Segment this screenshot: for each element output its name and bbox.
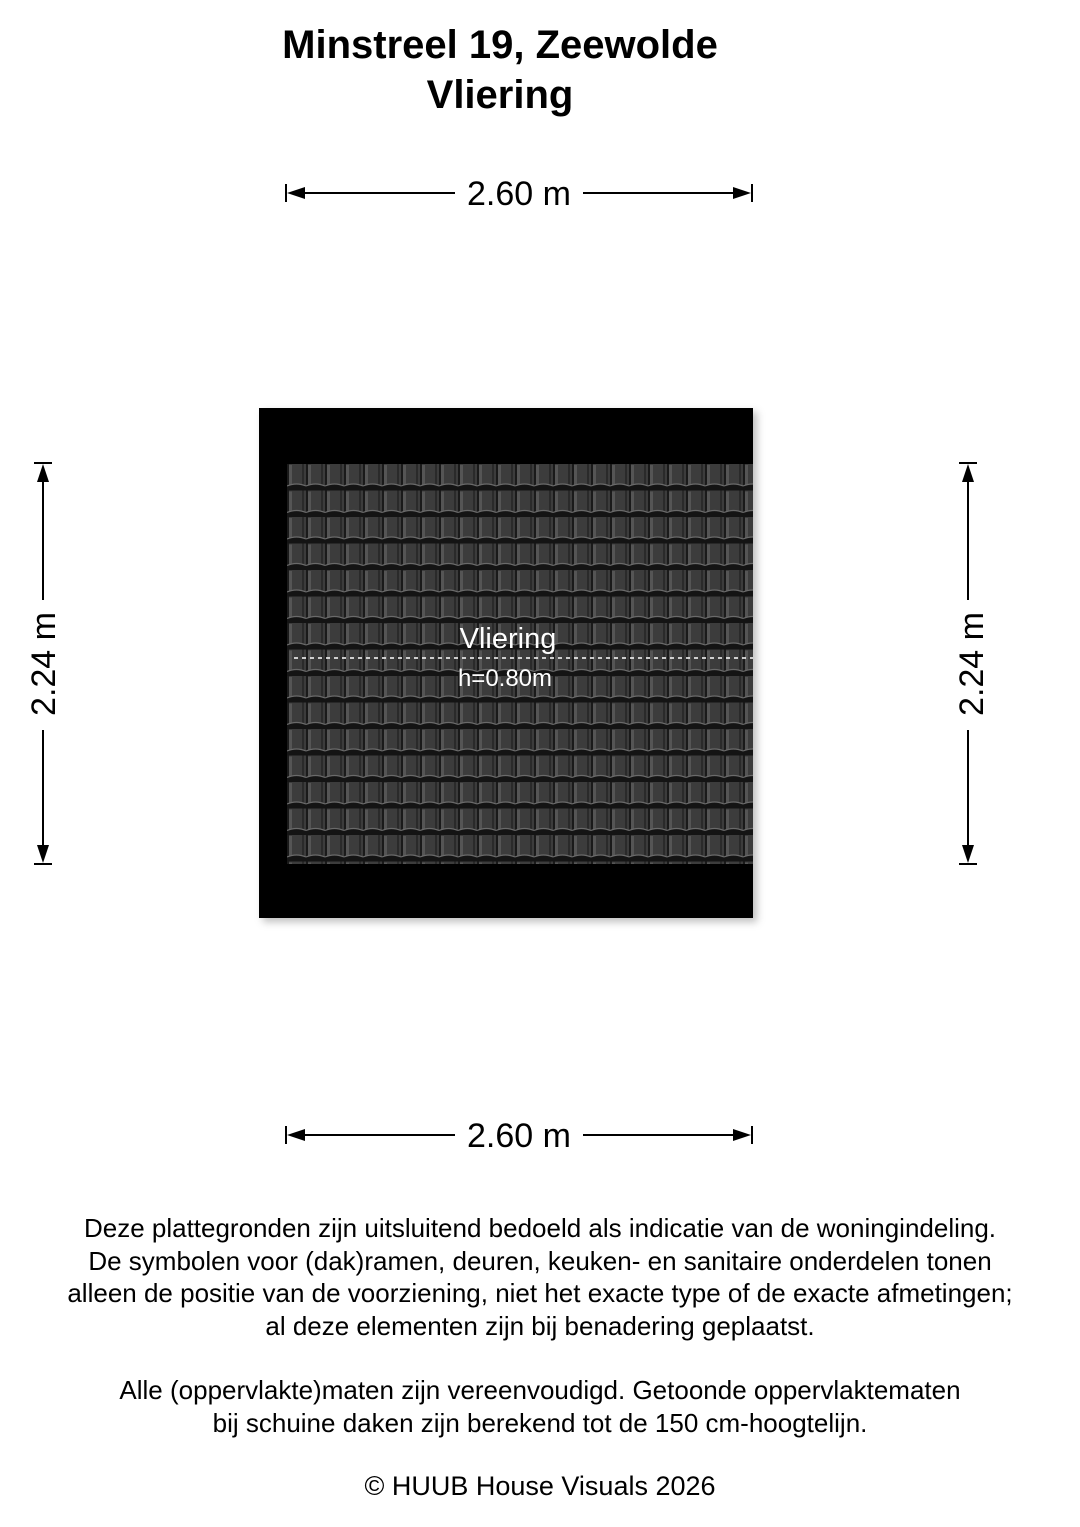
disclaimer-line: De symbolen voor (dak)ramen, deuren, keuken- en sanitaire onderdelen tonen: [88, 1245, 992, 1276]
arrow-down-icon: [37, 845, 49, 863]
arrow-up-icon: [37, 464, 49, 482]
disclaimer-paragraph-1: [0, 1212, 1080, 1342]
disclaimer-line: Deze plattegronden zijn uitsluitend bedoeld als indicatie van de woningindeling.: [83, 1213, 997, 1243]
page-title: Minstreel 19, Zeewolde: [282, 23, 718, 67]
dimension-right-label: 2.24 m: [953, 612, 991, 716]
disclaimer-paragraph-2: [0, 1374, 1080, 1439]
disclaimer-line: al deze elementen zijn bij benadering geplaatst.: [265, 1310, 815, 1341]
copyright-notice: © HUUB House Visuals 2026: [364, 1471, 716, 1501]
arrow-right-icon: [733, 187, 751, 199]
room-height-label: h=0.80m: [457, 665, 553, 692]
dimension-bottom: [286, 1117, 752, 1155]
disclaimer-line: bij schuine daken zijn berekend tot de 150 cm-hoogtelijn.: [212, 1407, 868, 1438]
dimension-left-label: 2.24 m: [25, 612, 63, 716]
arrow-left-icon: [287, 187, 305, 199]
room-label: Vliering: [459, 623, 557, 655]
arrow-left-icon: [287, 1129, 305, 1141]
disclaimer-line: Alle (oppervlakte)maten zijn vereenvoudigd. Getoonde oppervlaktematen: [119, 1375, 961, 1405]
dimension-right: [953, 463, 991, 864]
floor-title: Vliering: [426, 73, 574, 117]
arrow-up-icon: [962, 464, 974, 482]
disclaimer-line: alleen de positie van de voorziening, niet het exacte type of de exacte afmetingen;: [67, 1278, 1013, 1308]
arrow-down-icon: [962, 845, 974, 863]
dimension-top-label: 2.60 m: [467, 175, 571, 213]
dimension-top: [286, 175, 752, 213]
roof-tiles: [287, 464, 753, 864]
dimension-left: [25, 463, 63, 864]
room-vliering: [259, 408, 753, 918]
arrow-right-icon: [733, 1129, 751, 1141]
dimension-bottom-label: 2.60 m: [467, 1117, 571, 1155]
